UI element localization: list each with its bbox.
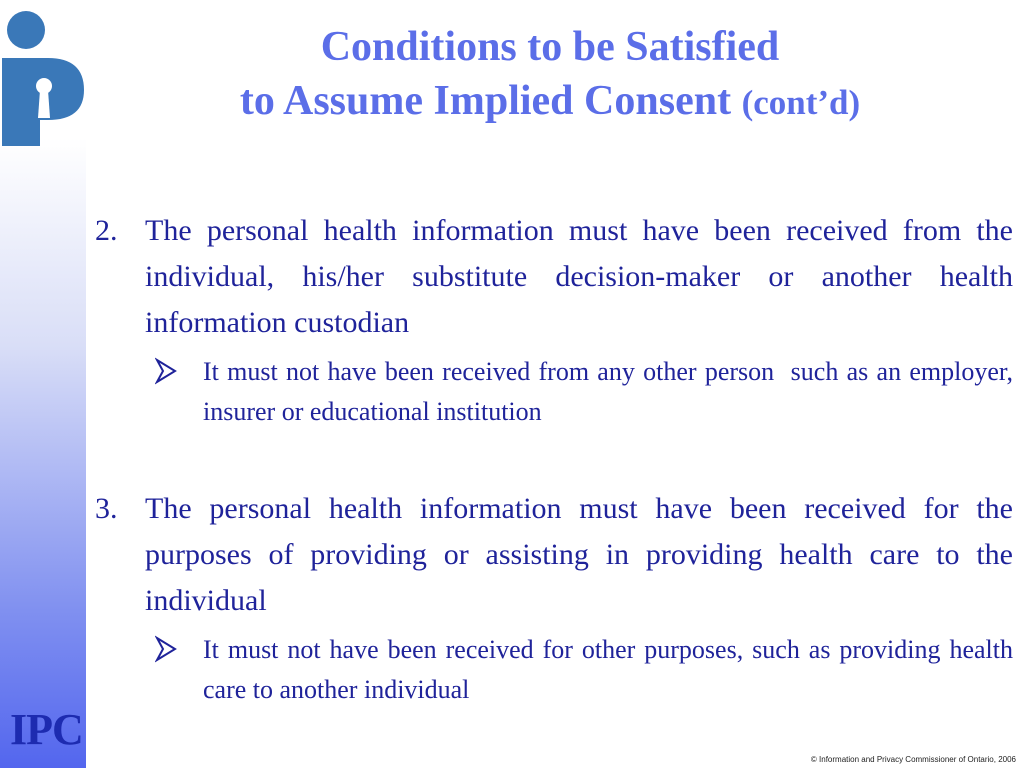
ipc-logo-text: IPC [10, 705, 83, 754]
slide-title [100, 20, 1000, 130]
sub-bullet-text: It must not have been received for other purposes, such as providing health care to another individual [203, 635, 1013, 704]
copyright-footer: © Information and Privacy Commissioner of Ontario, 2006 [810, 755, 1016, 764]
item-text: The personal health information must have been received from the individual, his/her substitute decision-maker or another health information custodian [145, 214, 1013, 339]
item-number: 3. [95, 492, 118, 525]
item-number: 2. [95, 214, 118, 247]
title-line-2 [100, 74, 1000, 130]
ip-keyhole-logo-icon [0, 6, 86, 148]
title-suffix: (cont’d) [741, 83, 861, 122]
title-line-1: Conditions to be Satisfied [320, 24, 780, 70]
sub-bullet [95, 352, 1013, 432]
arrow-bullet-icon [155, 356, 177, 386]
item-text: The personal health information must have been received for the purposes of providing or assisting in providing health care to the individual [145, 492, 1013, 617]
sub-bullet-text: It must not have been received from any other person such as an employer, insurer or educational institution [203, 357, 1013, 426]
arrow-bullet-icon [155, 634, 177, 664]
list-item [95, 208, 1013, 346]
sub-bullet [95, 630, 1013, 710]
title-line-2-main: to Assume Implied Consent [239, 78, 732, 124]
slide-body [95, 208, 1013, 710]
list-item [95, 486, 1013, 624]
